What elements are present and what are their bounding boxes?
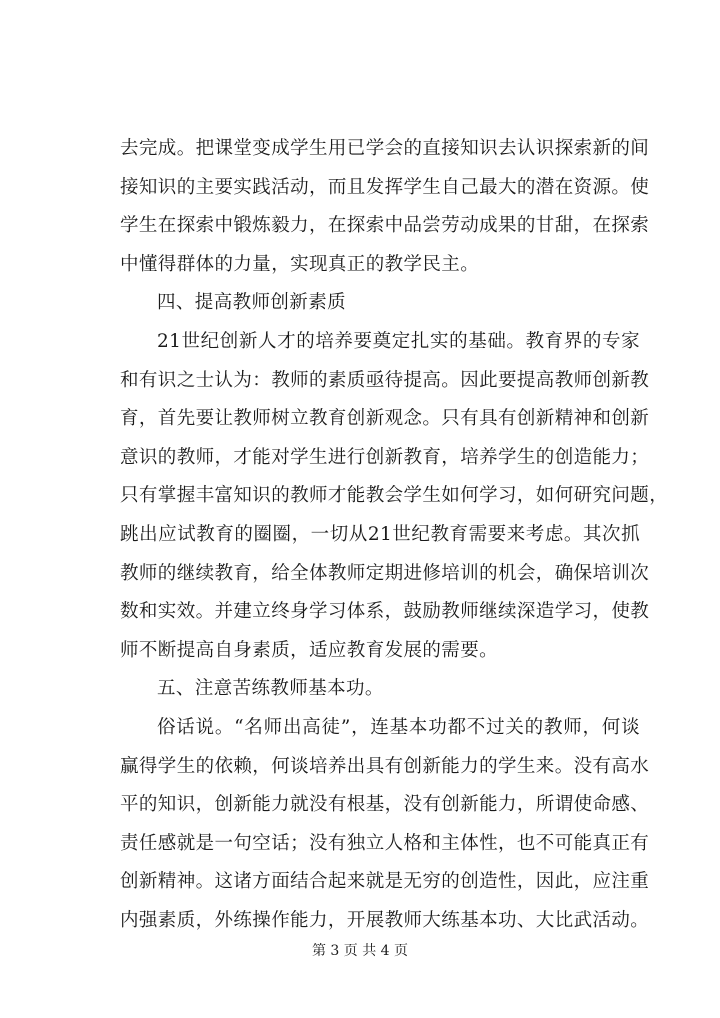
text-line: 和有识之士认为：教师的素质亟待提高。因此要提高教师创新教 [120,369,650,391]
text-line: 意识的教师，才能对学生进行创新教育，培养学生的创造能力； [120,446,650,468]
text-line: 内强素质，外练操作能力，开展教师大练基本功、大比武活动。 [120,909,650,931]
text-line: 中懂得群体的力量，实现真正的教学民主。 [120,253,480,275]
text-line: 只有掌握丰富知识的教师才能教会学生如何学习，如何研究问题， [120,485,669,507]
body-text [120,130,669,940]
text-line: 师不断提高自身素质，适应教育发展的需要。 [120,639,499,661]
text-line: 去完成。把课堂变成学生用已学会的直接知识去认识探索新的间 [120,138,650,159]
section-heading-5: 五、注意苦练教师基本功。 [157,678,384,700]
text-line: 学生在探索中锻炼毅力，在探索中品尝劳动成果的甘甜，在探索 [120,215,650,237]
text-line: 21世纪创新人才的培养要奠定扎实的基础。教育界的专家 [157,330,640,352]
text-line: 平的知识，创新能力就没有根基，没有创新能力，所谓使命感、 [120,794,650,816]
text-line: 创新精神。这诸方面结合起来就是无穷的创造性，因此，应注重 [120,871,650,893]
page-number-footer: 第 3 页 共 4 页 [311,943,409,959]
text-line: 数和实效。并建立终身学习体系，鼓励教师继续深造学习，使教 [120,601,650,623]
text-line: 跳出应试教育的圈圈，一切从21世纪教育需要来考虑。其次抓 [120,523,640,545]
text-line: 俗话说。“名师出高徒”，连基本功都不过关的教师，何谈 [157,716,640,738]
text-line: 教师的继续教育，给全体教师定期进修培训的机会，确保培训次 [120,562,650,584]
section-heading-4: 四、提高教师创新素质 [157,292,347,314]
text-line: 育，首先要让教师树立教育创新观念。只有具有创新精神和创新 [120,408,650,430]
text-line: 责任感就是一句空话；没有独立人格和主体性，也不可能真正有 [120,832,650,854]
text-line: 赢得学生的依赖，何谈培养出具有创新能力的学生来。没有高水 [120,755,650,777]
text-line: 接知识的主要实践活动，而且发挥学生自己最大的潜在资源。使 [120,176,650,198]
